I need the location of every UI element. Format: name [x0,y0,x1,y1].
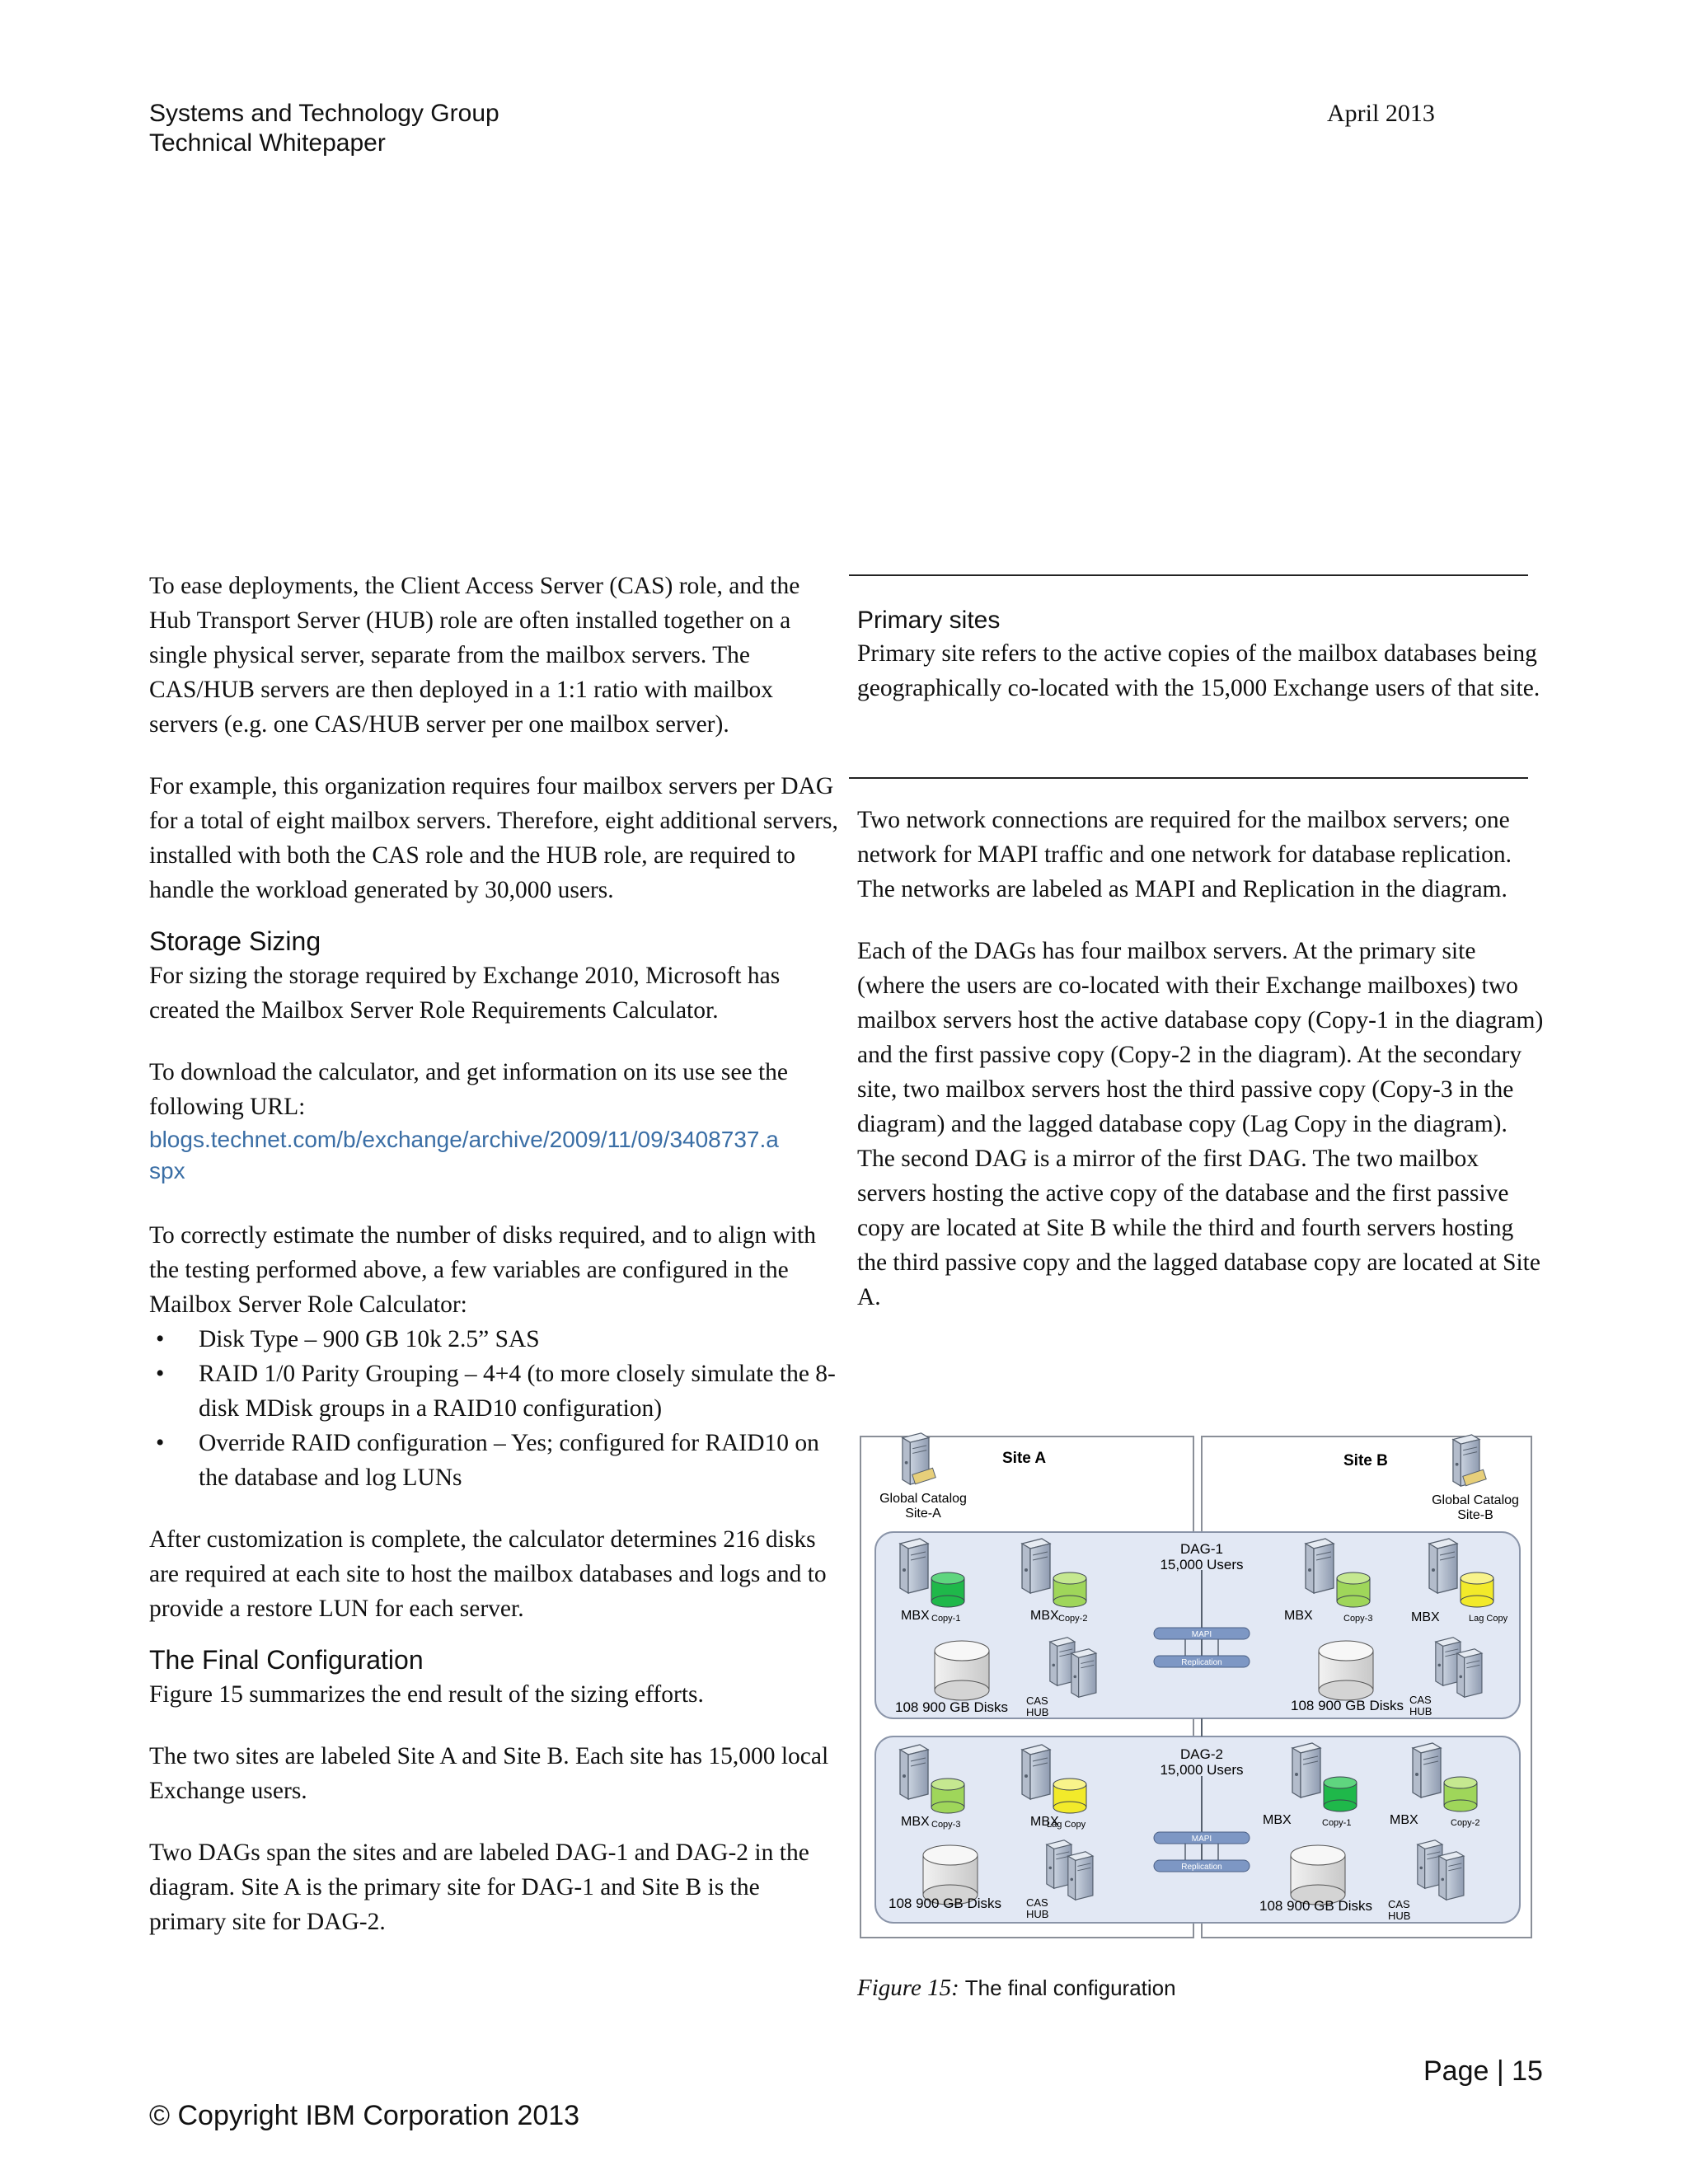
gc-b-label-1: Global Catalog [1432,1493,1519,1507]
header-org: Systems and Technology Group [149,100,499,127]
hub-label: HUB [1409,1705,1432,1718]
disks-label: 108 900 GB Disks [895,1699,1009,1715]
database-lag-icon [1053,1779,1086,1813]
header-doc-type: Technical Whitepaper [149,129,386,157]
calculator-settings-list [149,1322,842,1495]
gc-b-label-2: Site-B [1457,1508,1493,1522]
paragraph-cas-hub: To ease deployments, the Client Access Server (CAS) role, and the Hub Transport Server (HUB) role are often installed together on a single physical server, separate from the mailbox servers. The CAS/HUB servers are then deployed in a 1:1 ratio with mailbox servers (e.g. one CAS/HUB server per one mailbox server). [149,573,800,738]
cas-hub-server-icon [1071,1649,1096,1697]
database-copy3-icon [931,1779,964,1813]
gc-a-label-2: Site-A [905,1507,941,1521]
right-column [857,803,1545,1315]
paragraph-download: To download the calculator, and get information on its use see the following URL: [149,1059,789,1120]
database-copy2-icon [1053,1572,1086,1607]
copy-label: Copy-2 [1058,1614,1088,1624]
figure-caption [857,1975,1176,2002]
gc-a-label-1: Global Catalog [879,1492,967,1506]
database-copy1-icon [1324,1777,1357,1811]
paragraph-dag-servers: Each of the DAGs has four mailbox servers. At the primary site (where the users are co-located with their Exchange mailboxes) two mailbox servers host the active database copy (Copy-1 in the diagram) and the first passive copy (Copy-2 in the diagram). At the secondary site, two mailbox servers host the third passive copy (Copy-3 in the diagram) and the lagged database copy (Lag Copy in the diagram). The second DAG is a mirror of the first DAG. The two mailbox servers hosting the active copy of the database and the first passive copy are located at Site B while the third and fourth servers hosting the third passive copy and the lagged database copy are located at Site A. [857,938,1544,1310]
list-item: • Disk Type – 900 GB 10k 2.5” SAS [156,1326,540,1352]
copy-label: Copy-3 [1343,1614,1373,1624]
database-copy1-icon [931,1572,964,1607]
mbx-label: MBX [1411,1610,1440,1624]
dag-1-label: DAG-1 [1180,1541,1223,1557]
mbx-server-icon [1292,1743,1320,1797]
mbx-server-icon [1022,1539,1050,1593]
final-configuration-diagram [856,1430,1536,1941]
mbx-label: MBX [1030,1609,1059,1623]
paragraph-dags: Two DAGs span the sites and are labeled DAG-1 and DAG-2 in the diagram. Site A is the primary site for DAG-1 and Site B is the primary site for DAG-2. [149,1840,809,1935]
paragraph-sizing: For sizing the storage required by Exchange 2010, Microsoft has created the Mailbox Server Role Requirements Calculator. [149,963,781,1024]
cas-hub-server-icon [1068,1852,1093,1900]
paragraph-estimate: To correctly estimate the number of disks required, and to align with the testing performed above, a few variables are configured in the Mailbox Server Role Calculator: [149,1222,816,1318]
copy-label: Lag Copy [1469,1614,1508,1624]
figure-label: Figure 15: [857,1975,959,2001]
disks-label: 108 900 GB Disks [1259,1898,1373,1914]
cas-label: CAS [1026,1896,1048,1909]
site-a-label: Site A [1002,1450,1047,1467]
left-column [149,569,842,1939]
dag-2-label: DAG-2 [1180,1746,1223,1762]
replication-label: Replication [1181,1658,1222,1667]
mbx-server-icon [1022,1745,1050,1799]
copy-label: Copy-1 [1322,1818,1352,1828]
mbx-server-icon [900,1539,928,1593]
mapi-label: MAPI [1191,1835,1212,1844]
paragraph-figure-summary: Figure 15 summarizes the end result of the sizing efforts. [149,1681,704,1708]
cas-hub-server-icon [1439,1852,1464,1900]
list-item-text: Disk Type – 900 GB 10k 2.5” SAS [199,1326,540,1352]
site-b-label: Site B [1343,1452,1388,1469]
cas-label: CAS [1026,1694,1048,1707]
hub-label: HUB [1026,1908,1049,1920]
figure-title: The final configuration [964,1975,1176,2000]
sidebar-text: Primary site refers to the active copies of the mailbox databases being geographically co-located with the 15,000 Exchange users of that site. [857,640,1540,701]
copy-label: Lag Copy [1047,1820,1086,1830]
hub-label: HUB [1026,1706,1049,1718]
url-line-1: blogs.technet.com/b/exchange/archive/2009/11/09/3408737.a [149,1127,779,1152]
cas-label: CAS [1409,1694,1432,1706]
disk-array-icon [935,1641,989,1700]
disk-array-icon [1319,1641,1373,1700]
mapi-label: MAPI [1191,1630,1212,1639]
sidebar-top-rule [849,574,1528,576]
database-copy2-icon [1444,1777,1477,1811]
dag-1-users: 15,000 Users [1160,1557,1244,1572]
calculator-url-link[interactable] [149,1124,842,1187]
hub-label: HUB [1388,1910,1411,1922]
mbx-server-icon [1306,1539,1334,1593]
mbx-label: MBX [1263,1813,1292,1827]
dag-2-users: 15,000 Users [1160,1762,1244,1778]
list-item-text: Override RAID configuration – Yes; configured for RAID10 on the database and log LUNs [199,1430,819,1491]
paragraph-sites: The two sites are labeled Site A and Site B. Each site has 15,000 local Exchange users. [149,1743,829,1804]
copyright: © Copyright IBM Corporation 2013 [149,2100,580,2131]
paragraph-networks: Two network connections are required for the mailbox servers; one network for MAPI traffic and one network for database replication. The networks are labeled as MAPI and Replication in the diagram. [857,807,1512,902]
heading-final-configuration: The Final Configuration [149,1645,424,1675]
list-item: • Override RAID configuration – Yes; configured for RAID10 on the database and log LUNs [156,1430,819,1491]
paragraph-result: After customization is complete, the calculator determines 216 disks are required at each site to host the mailbox databases and logs and to provide a restore LUN for each server. [149,1526,827,1622]
mbx-label: MBX [901,1609,930,1623]
cas-label: CAS [1388,1898,1410,1910]
replication-label: Replication [1181,1863,1222,1872]
mbx-label: MBX [1284,1609,1313,1623]
copy-label: Copy-3 [931,1820,961,1830]
mbx-label: MBX [1390,1813,1418,1827]
list-item: • RAID 1/0 Parity Grouping – 4+4 (to more closely simulate the 8-disk MDisk groups in a RAID10 configuration) [156,1361,836,1422]
disks-label: 108 900 GB Disks [889,1896,1002,1911]
cas-hub-server-icon [1457,1649,1482,1697]
disks-label: 108 900 GB Disks [1291,1698,1404,1713]
mbx-server-icon [1429,1539,1457,1593]
database-lag-icon [1461,1572,1493,1607]
mbx-label: MBX [1030,1815,1059,1829]
mbx-label: MBX [901,1815,930,1829]
copy-label: Copy-2 [1451,1818,1480,1828]
url-line-2: spx [149,1158,185,1183]
sidebar-title: Primary sites [857,607,1001,634]
copy-label: Copy-1 [931,1614,961,1624]
header-date: April 2013 [1327,100,1435,127]
sidebar-bottom-rule [849,777,1528,779]
paragraph-example: For example, this organization requires four mailbox servers per DAG for a total of eight mailbox servers. Therefore, eight additional servers, installed with both the CAS role and the HUB role, are required to handle the workload generated by 30,000 users. [149,773,838,903]
mbx-server-icon [1413,1743,1441,1797]
mbx-server-icon [900,1745,928,1799]
page-number: Page | 15 [1423,2055,1543,2087]
disk-array-icon [1291,1845,1345,1905]
list-item-text: RAID 1/0 Parity Grouping – 4+4 (to more closely simulate the 8-disk MDisk groups in a RAID10 configuration) [199,1361,836,1422]
heading-storage-sizing: Storage Sizing [149,926,321,956]
database-copy3-icon [1337,1572,1370,1607]
